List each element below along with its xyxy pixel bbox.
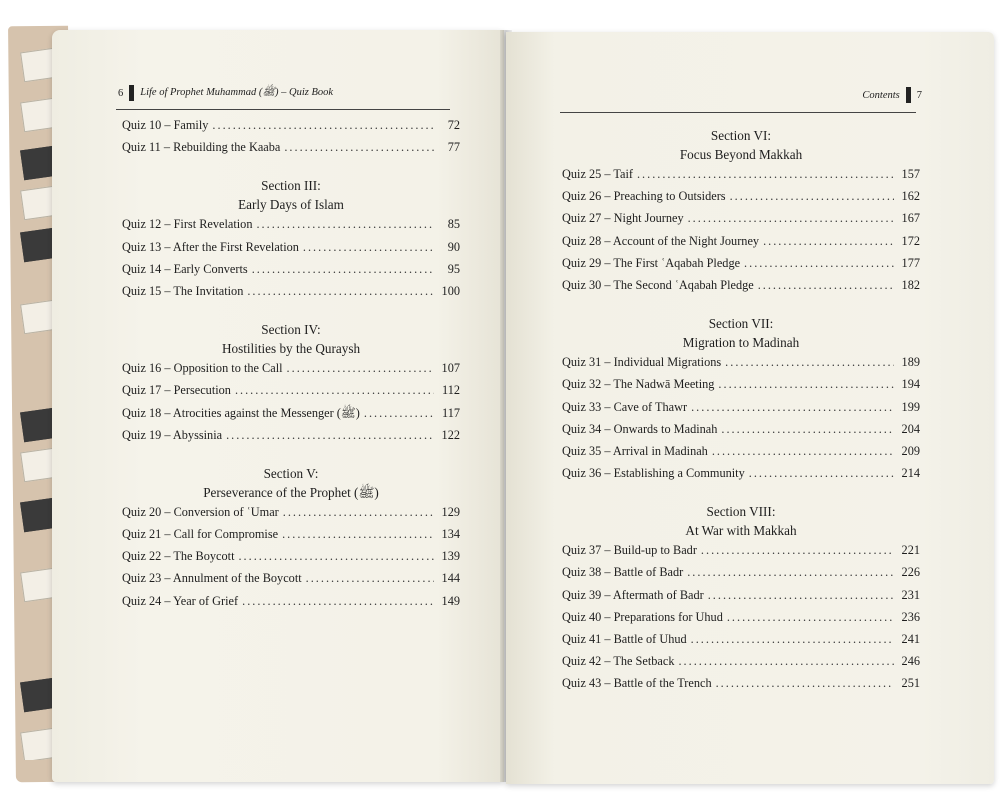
entry-title: Quiz 43 – Battle of the Trench [562, 676, 712, 691]
toc-entry [562, 444, 920, 466]
toc-entry [562, 565, 920, 587]
dot-leader [718, 377, 894, 392]
dot-leader [283, 505, 434, 520]
toc-entry [122, 118, 460, 140]
entry-title: Quiz 12 – First Revelation [122, 217, 253, 232]
dot-leader [306, 571, 434, 586]
entry-page-number: 182 [901, 277, 920, 292]
dot-leader [758, 278, 894, 293]
section-label: Section VI: [710, 128, 772, 143]
toc-entry [122, 527, 460, 549]
entry-title: Quiz 30 – The Second ʿAqabah Pledge [562, 277, 754, 292]
dot-leader [712, 444, 894, 459]
dot-leader [691, 632, 894, 647]
dot-leader [284, 140, 434, 155]
dot-leader [701, 543, 894, 558]
entry-title: Quiz 18 – Atrocities against the Messenger (ﷺ) [122, 405, 360, 420]
section-label: Section III: [261, 178, 321, 194]
entry-title: Quiz 38 – Battle of Badr [562, 565, 684, 580]
section-heading [562, 314, 920, 352]
entry-page-number: 112 [442, 383, 460, 398]
entry-page-number: 177 [901, 255, 920, 270]
toc-entry [562, 654, 920, 676]
dot-leader [721, 422, 894, 437]
section-title: Perseverance of the Prophet (ﷺ) [203, 484, 379, 500]
section-title: Focus Beyond Makkah [679, 147, 803, 162]
dot-leader [252, 262, 434, 277]
page-number: 6 [118, 87, 124, 99]
entry-page-number: 134 [441, 527, 460, 542]
header-bar [906, 87, 911, 103]
entry-page-number: 72 [447, 118, 460, 132]
entry-page-number: 95 [447, 261, 460, 276]
entry-page-number: 221 [901, 543, 920, 558]
entry-page-number: 172 [901, 233, 920, 248]
entry-title: Quiz 15 – The Invitation [122, 283, 244, 298]
section-heading [122, 176, 460, 214]
section-label: Section IV: [261, 322, 321, 338]
entry-title: Quiz 17 – Persecution [122, 383, 231, 398]
dot-leader [212, 118, 434, 133]
entry-page-number: 144 [441, 571, 460, 586]
entry-page-number: 194 [901, 377, 920, 392]
toc-entry [122, 140, 460, 162]
entry-title: Quiz 23 – Annulment of the Boycott [122, 571, 302, 586]
toc-entry [122, 406, 460, 428]
page-number: 7 [916, 89, 922, 101]
entry-page-number: 236 [901, 609, 920, 624]
entry-page-number: 214 [901, 466, 920, 481]
dot-leader [687, 565, 894, 580]
entry-page-number: 162 [901, 189, 920, 204]
table-of-contents [122, 118, 460, 616]
dot-leader [226, 428, 434, 443]
entry-page-number: 149 [441, 593, 460, 608]
dot-leader [242, 594, 434, 609]
dot-leader [716, 676, 894, 691]
entry-page-number: 199 [901, 399, 920, 414]
dot-leader [235, 383, 434, 398]
section-title: Hostilities by the Quraysh [221, 341, 361, 357]
page-header [862, 87, 922, 103]
toc-entry [122, 284, 460, 306]
toc-entry [562, 167, 920, 189]
entry-page-number: 209 [901, 443, 920, 458]
dot-leader [637, 167, 894, 182]
running-title: Contents [862, 89, 900, 101]
toc-entry [122, 383, 460, 405]
entry-title: Quiz 29 – The First ʿAqabah Pledge [562, 255, 741, 270]
entry-title: Quiz 22 – The Boycott [122, 549, 235, 564]
dot-leader [730, 189, 894, 204]
entry-title: Quiz 33 – Cave of Thawr [562, 399, 688, 414]
section-label: Section VII: [708, 316, 774, 332]
entry-page-number: 129 [441, 504, 460, 519]
toc-entry [122, 361, 460, 383]
section-heading [122, 464, 460, 502]
toc-entry [122, 549, 460, 571]
dot-leader [688, 211, 894, 226]
toc-entry [562, 610, 920, 632]
header-bar [129, 85, 134, 101]
toc-entry [562, 234, 920, 256]
entry-title: Quiz 11 – Rebuilding the Kaaba [122, 140, 281, 155]
left-page [52, 30, 504, 782]
dot-leader [763, 234, 894, 249]
toc-entry [122, 240, 460, 262]
toc-entry [122, 594, 460, 616]
entry-title: Quiz 21 – Call for Compromise [122, 527, 279, 542]
toc-entry [562, 211, 920, 233]
toc-entry [122, 505, 460, 527]
entry-title: Quiz 25 – Taif [562, 167, 633, 181]
table-of-contents [562, 126, 920, 699]
section-title: Migration to Madinah [682, 335, 800, 351]
dot-leader [678, 654, 894, 669]
toc-entry [562, 466, 920, 488]
entry-title: Quiz 16 – Opposition to the Call [122, 361, 283, 376]
entry-page-number: 251 [901, 676, 920, 691]
toc-entry [122, 428, 460, 450]
dot-leader [749, 466, 894, 481]
section-label: Section VIII: [706, 504, 776, 520]
entry-title: Quiz 36 – Establishing a Community [562, 466, 745, 481]
toc-entry [562, 632, 920, 654]
entry-page-number: 77 [447, 140, 460, 155]
section-heading [562, 126, 920, 164]
entry-page-number: 204 [901, 421, 920, 436]
section-label: Section V: [263, 465, 319, 481]
dot-leader [691, 400, 894, 415]
entry-title: Quiz 13 – After the First Revelation [122, 239, 299, 254]
entry-title: Quiz 37 – Build-up to Badr [562, 543, 697, 558]
entry-page-number: 90 [447, 239, 460, 254]
entry-title: Quiz 19 – Abyssinia [122, 427, 223, 442]
dot-leader [725, 355, 894, 370]
entry-page-number: 100 [441, 283, 460, 298]
toc-entry [122, 571, 460, 593]
dot-leader [287, 361, 434, 376]
dot-leader [256, 217, 434, 232]
entry-title: Quiz 24 – Year of Grief [122, 593, 239, 608]
dot-leader [247, 284, 434, 299]
entry-title: Quiz 42 – The Setback [562, 654, 675, 669]
toc-entry [562, 189, 920, 211]
header-rule [560, 112, 916, 113]
entry-page-number: 189 [901, 355, 920, 370]
toc-entry [562, 543, 920, 565]
section-heading [122, 320, 460, 358]
entry-page-number: 226 [901, 565, 920, 580]
dot-leader [708, 588, 894, 603]
dot-leader [282, 527, 434, 542]
entry-page-number: 157 [901, 167, 920, 181]
entry-title: Quiz 41 – Battle of Uhud [562, 632, 687, 646]
section-title: At War with Makkah [685, 523, 797, 539]
toc-entry [562, 422, 920, 444]
header-rule [116, 109, 450, 110]
toc-entry [562, 355, 920, 377]
right-page [506, 32, 994, 784]
entry-title: Quiz 40 – Preparations for Uhud [562, 609, 723, 624]
entry-title: Quiz 34 – Onwards to Madinah [562, 421, 718, 436]
entry-page-number: 231 [901, 587, 920, 602]
entry-page-number: 246 [901, 654, 920, 669]
entry-title: Quiz 20 – Conversion of ʿUmar [122, 504, 279, 519]
dot-leader [744, 256, 894, 271]
toc-entry [562, 400, 920, 422]
page-header [118, 85, 333, 101]
entry-title: Quiz 39 – Aftermath of Badr [562, 587, 704, 602]
toc-entry [562, 676, 920, 698]
entry-title: Quiz 26 – Preaching to Outsiders [562, 189, 726, 204]
dot-leader [238, 549, 434, 564]
toc-entry [122, 217, 460, 239]
section-heading [562, 502, 920, 540]
entry-title: Quiz 14 – Early Converts [122, 261, 248, 276]
running-title: Life of Prophet Muhammad (ﷺ) – Quiz Book [140, 86, 334, 98]
dot-leader [727, 610, 894, 625]
entry-page-number: 167 [901, 211, 920, 226]
entry-title: Quiz 10 – Family [122, 118, 209, 132]
toc-entry [122, 262, 460, 284]
dot-leader [364, 406, 434, 421]
entry-page-number: 139 [441, 549, 460, 564]
entry-title: Quiz 28 – Account of the Night Journey [562, 233, 760, 248]
dot-leader [303, 240, 434, 255]
entry-page-number: 85 [447, 217, 460, 232]
entry-title: Quiz 35 – Arrival in Madinah [562, 443, 708, 458]
section-title: Early Days of Islam [238, 197, 344, 213]
entry-title: Quiz 31 – Individual Migrations [562, 355, 722, 370]
toc-entry [562, 588, 920, 610]
entry-page-number: 117 [442, 405, 460, 420]
entry-page-number: 107 [441, 361, 460, 376]
entry-title: Quiz 32 – The Nadwā Meeting [562, 377, 715, 392]
toc-entry [562, 377, 920, 399]
toc-entry [562, 256, 920, 278]
entry-page-number: 122 [441, 427, 460, 442]
toc-entry [562, 278, 920, 300]
entry-page-number: 241 [901, 632, 920, 646]
entry-title: Quiz 27 – Night Journey [562, 211, 684, 226]
